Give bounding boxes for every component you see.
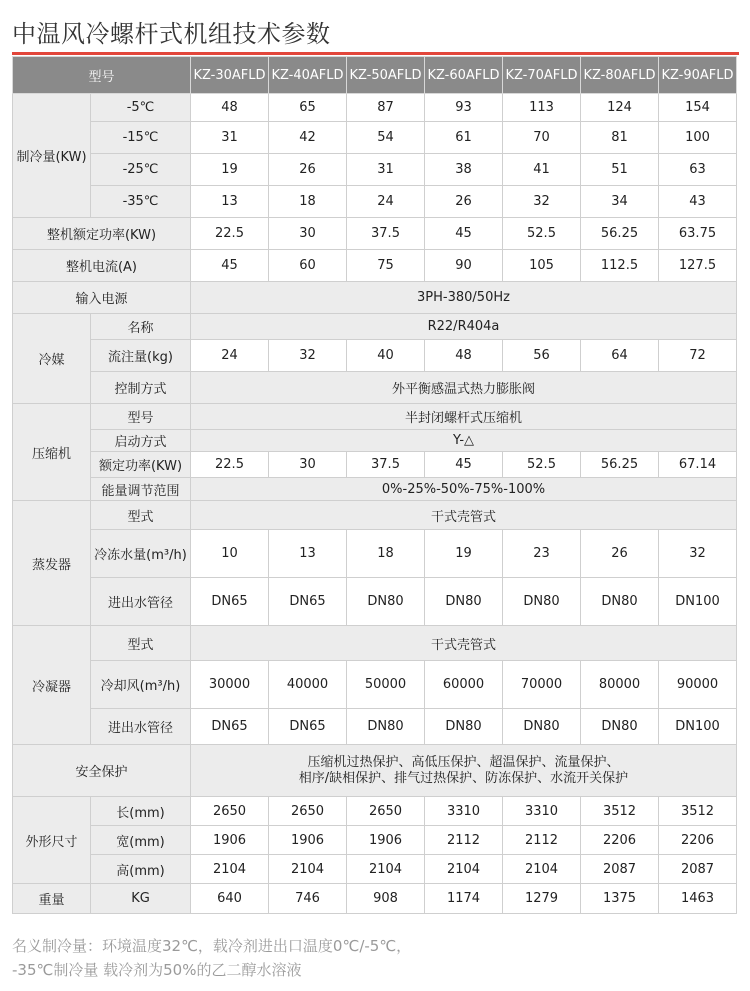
title-underline	[12, 52, 739, 55]
table-row	[13, 340, 737, 372]
footnote-line-1: 名义制冷量：环境温度32℃，载冷剂进出口温度0℃/-5℃，	[12, 937, 412, 955]
table-row	[13, 884, 737, 914]
value-cell: 64	[581, 340, 659, 372]
table-row	[13, 430, 737, 452]
value-cell: 37.5	[347, 218, 425, 250]
value-cell: 31	[347, 154, 425, 186]
value-cell: 2206	[581, 826, 659, 855]
table-row	[13, 709, 737, 745]
value-cell: DN80	[347, 578, 425, 626]
value-cell: 1463	[659, 884, 737, 914]
row-label: 整机额定功率(KW)	[13, 218, 191, 250]
value-cell: 105	[503, 250, 581, 282]
value-cell: 70000	[503, 661, 581, 709]
value-cell: DN65	[269, 709, 347, 745]
value-cell: DN80	[347, 709, 425, 745]
value-cell: DN65	[269, 578, 347, 626]
value-cell: 908	[347, 884, 425, 914]
span-value: 半封闭螺杆式压缩机	[191, 404, 737, 430]
value-cell: 2650	[347, 797, 425, 826]
row-label: 能量调节范围	[91, 478, 191, 501]
table-row	[13, 218, 737, 250]
value-cell: DN80	[425, 709, 503, 745]
value-cell: 81	[581, 122, 659, 154]
value-cell: 60000	[425, 661, 503, 709]
table-row	[13, 826, 737, 855]
value-cell: 70	[503, 122, 581, 154]
model-header: KZ-80AFLD	[581, 57, 659, 94]
value-cell: 45	[425, 452, 503, 478]
page-title: 中温风冷螺杆式机组技术参数	[12, 20, 331, 48]
value-cell: DN80	[581, 709, 659, 745]
value-cell: 60	[269, 250, 347, 282]
model-header: KZ-40AFLD	[269, 57, 347, 94]
value-cell: 1174	[425, 884, 503, 914]
value-cell: 30	[269, 218, 347, 250]
row-label: 输入电源	[13, 282, 191, 314]
row-label: 高(mm)	[91, 855, 191, 884]
value-cell: 90	[425, 250, 503, 282]
row-label: 型式	[91, 626, 191, 661]
value-cell: 26	[581, 530, 659, 578]
table-row	[13, 122, 737, 154]
span-value: 干式壳管式	[191, 501, 737, 530]
value-cell: 2087	[581, 855, 659, 884]
value-cell: 2104	[347, 855, 425, 884]
value-cell: 54	[347, 122, 425, 154]
value-cell: 87	[347, 94, 425, 122]
model-header: KZ-60AFLD	[425, 57, 503, 94]
value-cell: 26	[425, 186, 503, 218]
span-value: 0%-25%-50%-75%-100%	[191, 478, 737, 501]
value-cell: 3512	[659, 797, 737, 826]
row-label: 型式	[91, 501, 191, 530]
value-cell: 56.25	[581, 218, 659, 250]
group-label: 压缩机	[13, 404, 91, 501]
group-label: 制冷量(KW)	[13, 94, 91, 218]
value-cell: 1375	[581, 884, 659, 914]
value-cell: 1906	[347, 826, 425, 855]
value-cell: 2206	[659, 826, 737, 855]
table-row	[13, 186, 737, 218]
table-row	[13, 478, 737, 501]
value-cell: 45	[191, 250, 269, 282]
value-cell: 72	[659, 340, 737, 372]
value-cell: 30	[269, 452, 347, 478]
value-cell: 3310	[503, 797, 581, 826]
row-label: 名称	[91, 314, 191, 340]
model-header: KZ-30AFLD	[191, 57, 269, 94]
value-cell: 75	[347, 250, 425, 282]
value-cell: 32	[503, 186, 581, 218]
value-cell: 2104	[503, 855, 581, 884]
value-cell: 24	[191, 340, 269, 372]
value-cell: 19	[425, 530, 503, 578]
table-row	[13, 154, 737, 186]
value-cell: 1906	[191, 826, 269, 855]
safety-value	[191, 745, 737, 797]
value-cell: DN65	[191, 578, 269, 626]
value-cell: 18	[347, 530, 425, 578]
value-cell: 40	[347, 340, 425, 372]
value-cell: 13	[191, 186, 269, 218]
value-cell: 1906	[269, 826, 347, 855]
row-label: -25℃	[91, 154, 191, 186]
value-cell: 51	[581, 154, 659, 186]
row-label: 额定功率(KW)	[91, 452, 191, 478]
table-row	[13, 314, 737, 340]
span-value: Y-△	[191, 430, 737, 452]
value-cell: 2087	[659, 855, 737, 884]
table-row	[13, 282, 737, 314]
row-label: KG	[91, 884, 191, 914]
value-cell: 640	[191, 884, 269, 914]
value-cell: 61	[425, 122, 503, 154]
value-cell: 41	[503, 154, 581, 186]
model-header: KZ-50AFLD	[347, 57, 425, 94]
footnote-line-2: -35℃制冷量 载冷剂为50%的乙二醇水溶液	[12, 961, 302, 979]
span-value: R22/R404a	[191, 314, 737, 340]
value-cell: 154	[659, 94, 737, 122]
value-cell: 2104	[425, 855, 503, 884]
value-cell: 52.5	[503, 218, 581, 250]
value-cell: 24	[347, 186, 425, 218]
header-label: 型号	[13, 57, 191, 94]
value-cell: 80000	[581, 661, 659, 709]
row-label: -35℃	[91, 186, 191, 218]
value-cell: 63.75	[659, 218, 737, 250]
value-cell: 113	[503, 94, 581, 122]
value-cell: 13	[269, 530, 347, 578]
value-cell: 746	[269, 884, 347, 914]
value-cell: 2650	[269, 797, 347, 826]
table-row	[13, 797, 737, 826]
row-label: 控制方式	[91, 372, 191, 404]
value-cell: 52.5	[503, 452, 581, 478]
value-cell: 3310	[425, 797, 503, 826]
value-cell: 48	[191, 94, 269, 122]
table-row	[13, 250, 737, 282]
value-cell: 112.5	[581, 250, 659, 282]
model-header: KZ-90AFLD	[659, 57, 737, 94]
value-cell: 30000	[191, 661, 269, 709]
value-cell: 45	[425, 218, 503, 250]
table-row	[13, 661, 737, 709]
table-row	[13, 626, 737, 661]
group-label: 冷凝器	[13, 626, 91, 745]
value-cell: 48	[425, 340, 503, 372]
spec-table	[12, 56, 737, 914]
value-cell: 34	[581, 186, 659, 218]
value-cell: 22.5	[191, 452, 269, 478]
value-cell: 93	[425, 94, 503, 122]
span-value: 干式壳管式	[191, 626, 737, 661]
value-cell: DN80	[425, 578, 503, 626]
table-row	[13, 372, 737, 404]
value-cell: 90000	[659, 661, 737, 709]
row-label: 冷冻水量(m³/h)	[91, 530, 191, 578]
value-cell: 3512	[581, 797, 659, 826]
value-cell: 23	[503, 530, 581, 578]
value-cell: 124	[581, 94, 659, 122]
value-cell: 65	[269, 94, 347, 122]
row-label: 宽(mm)	[91, 826, 191, 855]
value-cell: 10	[191, 530, 269, 578]
value-cell: 26	[269, 154, 347, 186]
table-row	[13, 530, 737, 578]
value-cell: 63	[659, 154, 737, 186]
value-cell: DN65	[191, 709, 269, 745]
value-cell: 2104	[191, 855, 269, 884]
value-cell: DN100	[659, 578, 737, 626]
table-row	[13, 855, 737, 884]
row-label: -15℃	[91, 122, 191, 154]
value-cell: 43	[659, 186, 737, 218]
row-label: 进出水管径	[91, 578, 191, 626]
value-cell: 32	[659, 530, 737, 578]
safety-line-1: 压缩机过热保护、高低压保护、超温保护、流量保护、	[307, 754, 620, 770]
value-cell: 18	[269, 186, 347, 218]
group-label: 冷媒	[13, 314, 91, 404]
value-cell: 19	[191, 154, 269, 186]
value-cell: DN80	[581, 578, 659, 626]
value-cell: 127.5	[659, 250, 737, 282]
table-row	[13, 404, 737, 430]
value-cell: 38	[425, 154, 503, 186]
value-cell: DN80	[503, 578, 581, 626]
safety-line-2: 相序/缺相保护、排气过热保护、防冻保护、水流开关保护	[298, 770, 629, 786]
table-row	[13, 94, 737, 122]
value-cell: 1279	[503, 884, 581, 914]
value-cell: 56	[503, 340, 581, 372]
row-label: 流注量(kg)	[91, 340, 191, 372]
table-row	[13, 452, 737, 478]
value-cell: 2650	[191, 797, 269, 826]
value-cell: 100	[659, 122, 737, 154]
value-cell: 31	[191, 122, 269, 154]
row-label: -5℃	[91, 94, 191, 122]
value-cell: 22.5	[191, 218, 269, 250]
value-cell: 2104	[269, 855, 347, 884]
row-label: 整机电流(A)	[13, 250, 191, 282]
group-label: 蒸发器	[13, 501, 91, 626]
row-label: 长(mm)	[91, 797, 191, 826]
value-cell: 67.14	[659, 452, 737, 478]
table-row	[13, 745, 737, 797]
value-cell: 2112	[503, 826, 581, 855]
group-label: 外形尺寸	[13, 797, 91, 884]
value-cell: 56.25	[581, 452, 659, 478]
table-row	[13, 501, 737, 530]
group-label: 重量	[13, 884, 91, 914]
table-row	[13, 57, 737, 94]
span-value: 外平衡感温式热力膨胀阀	[191, 372, 737, 404]
value-cell: 32	[269, 340, 347, 372]
row-label: 冷却风(m³/h)	[91, 661, 191, 709]
row-label: 启动方式	[91, 430, 191, 452]
value-cell: DN80	[503, 709, 581, 745]
value-cell: 50000	[347, 661, 425, 709]
row-label: 型号	[91, 404, 191, 430]
row-label: 安全保护	[13, 745, 191, 797]
value-cell: 40000	[269, 661, 347, 709]
row-label: 进出水管径	[91, 709, 191, 745]
value-cell: 42	[269, 122, 347, 154]
span-value: 3PH-380/50Hz	[191, 282, 737, 314]
value-cell: 2112	[425, 826, 503, 855]
table-row	[13, 578, 737, 626]
value-cell: 37.5	[347, 452, 425, 478]
value-cell: DN100	[659, 709, 737, 745]
model-header: KZ-70AFLD	[503, 57, 581, 94]
